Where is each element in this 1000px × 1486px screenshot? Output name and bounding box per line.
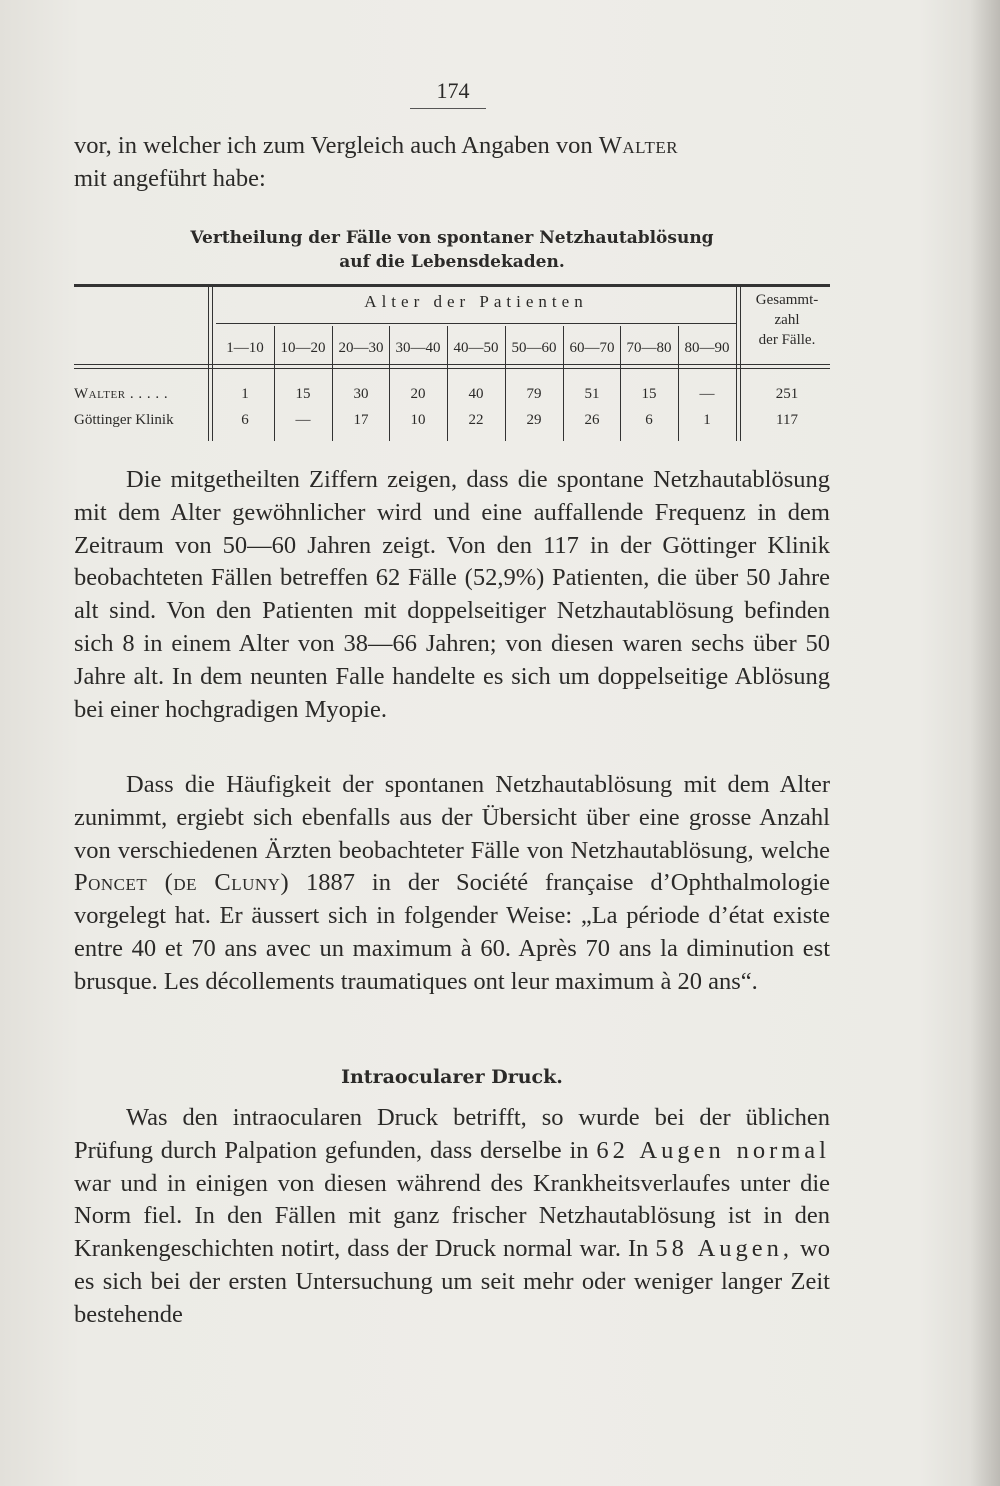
- paragraph-3-b: war und in einigen von diesen während des Krankheitsverlaufes unter die Norm fiel. In den Fällen mit ganz frischer Netzhautablösung ist in den Krankengeschichten notirt, dass der Druck normal war. In: [74, 1169, 830, 1263]
- table-cell: —: [295, 412, 311, 428]
- column-header: 20—30: [338, 340, 384, 356]
- paragraph-3-emph-2: 58 Augen,: [655, 1235, 794, 1263]
- column-header: 40—50: [453, 340, 499, 356]
- page-number-rule: [410, 108, 486, 109]
- table-cell: 1: [241, 386, 249, 402]
- paragraph-1-text: Die mitgetheilten Ziffern zeigen, dass die spontane Netzhautablösung mit dem Alter gewöhnlicher wird und eine auffallende Frequenz in dem Zeitraum von 50—60 Jahren zeigt. Von den 117 in der Göttinger Klinik beobachteten Fällen betreffen 62 Fälle (52,9%) Patienten, die über 50 Jahre alt sind. Von den Patienten mit doppelseitiger Netzhautablösung befinden sich 8 in einem Alter von 38—66 Jahren; von diesen waren sechs über 50 Jahre alt. In dem neunten Falle handelte es sich um doppelseitige Ablösung bei einer hochgradigen Myopie.: [74, 466, 830, 723]
- table-cell: 30: [353, 386, 369, 402]
- table-cell: 17: [353, 412, 369, 428]
- paragraph-3-a: Was den intraocularen Druck betrifft, so wurde bei der üblichen Prüfung durch Palpation gefunden, dass derselbe in: [74, 1104, 830, 1164]
- table-cell: 79: [526, 386, 542, 402]
- author-walter: Walter: [598, 132, 679, 159]
- column-header: 1—10: [226, 340, 264, 356]
- total-header-line2: zahl: [774, 312, 800, 328]
- table-cell: 20: [410, 386, 426, 402]
- column-header: 10—20: [280, 340, 326, 356]
- table-cell: 26: [584, 412, 600, 428]
- paragraph-1: [74, 464, 830, 726]
- table-header-rule-2: [74, 368, 830, 369]
- total-header: [744, 290, 830, 350]
- table-cell: 22: [468, 412, 484, 428]
- table-cell: 15: [641, 386, 657, 402]
- paragraph-2-a: Dass die Häufigkeit der spontanen Netzhautablösung mit dem Alter zunimmt, ergiebt sich ebenfalls aus der Übersicht über eine grosse Anzahl von verschiedenen Ärzten beobachteter Fälle von Netzhautablösung, welche: [74, 771, 830, 864]
- total-walter: 251: [775, 386, 799, 402]
- author-poncet: Poncet (de Cluny): [74, 869, 290, 897]
- intro-line1: vor, in welcher ich zum Vergleich auch Angaben von: [74, 132, 599, 159]
- total-goettingen: 117: [776, 412, 798, 428]
- table-cell: 51: [584, 386, 600, 402]
- row-label-walter-text: Walter . . . . .: [74, 386, 169, 402]
- intro-line2: mit angeführt habe:: [74, 164, 266, 192]
- section-heading: Intraocularer Druck.: [341, 1066, 563, 1088]
- table-vline-label-a: [208, 287, 209, 441]
- page-number: 174: [436, 78, 470, 103]
- table-cell: 29: [526, 412, 542, 428]
- table-caption-line1: Vertheilung der Fälle von spontaner Netzhautablösung: [190, 228, 714, 248]
- total-header-line3: der Fälle.: [758, 332, 816, 348]
- table-cell: 40: [468, 386, 484, 402]
- table-cell: 6: [241, 412, 249, 428]
- table-caption: [74, 226, 830, 274]
- table-cell: 10: [410, 412, 426, 428]
- column-header: 30—40: [395, 340, 441, 356]
- table-cell: —: [699, 386, 715, 402]
- column-header: 60—70: [569, 340, 615, 356]
- table-cell: 15: [295, 386, 311, 402]
- column-header: 80—90: [684, 340, 730, 356]
- column-header: 50—60: [511, 340, 557, 356]
- table-top-rule: [74, 284, 830, 287]
- table-cell: 1: [703, 412, 711, 428]
- table-vline-label-b: [212, 287, 213, 441]
- paragraph-2: [74, 769, 830, 999]
- table-cell: 6: [645, 412, 653, 428]
- paragraph-2-b: 1887 in der Société française d’Ophthalmologie vorgelegt hat. Er äussert sich in folgender Weise: „La période d’état existe entre 40 et 70 ans avec un maximum à 60. Après 70 ans la diminution est brusque. Les décollements traumatiques ont leur maximum à 20 ans“.: [74, 869, 830, 995]
- column-header: 70—80: [626, 340, 672, 356]
- intro-text: [74, 130, 830, 196]
- paragraph-3-c: wo es sich bei der ersten Untersuchung um seit mehr oder weniger langer Zeit bestehende: [74, 1235, 830, 1328]
- age-group-header: Alter der Patienten: [364, 292, 588, 311]
- row-label-walter: [74, 386, 208, 403]
- paragraph-3: [74, 1102, 830, 1332]
- table-header-rule-1: [74, 364, 830, 365]
- page-edge-shadow: [970, 0, 1000, 1486]
- table-group-rule: [216, 323, 736, 324]
- table-caption-line2: auf die Lebensdekaden.: [339, 252, 565, 272]
- table-vline-total-b: [740, 287, 741, 441]
- table-vline-total-a: [736, 287, 737, 441]
- row-label-goettingen: Göttinger Klinik: [74, 412, 174, 428]
- total-header-line1: Gesammt-: [755, 292, 819, 308]
- paragraph-3-emph-1: 62 Augen normal: [596, 1136, 830, 1164]
